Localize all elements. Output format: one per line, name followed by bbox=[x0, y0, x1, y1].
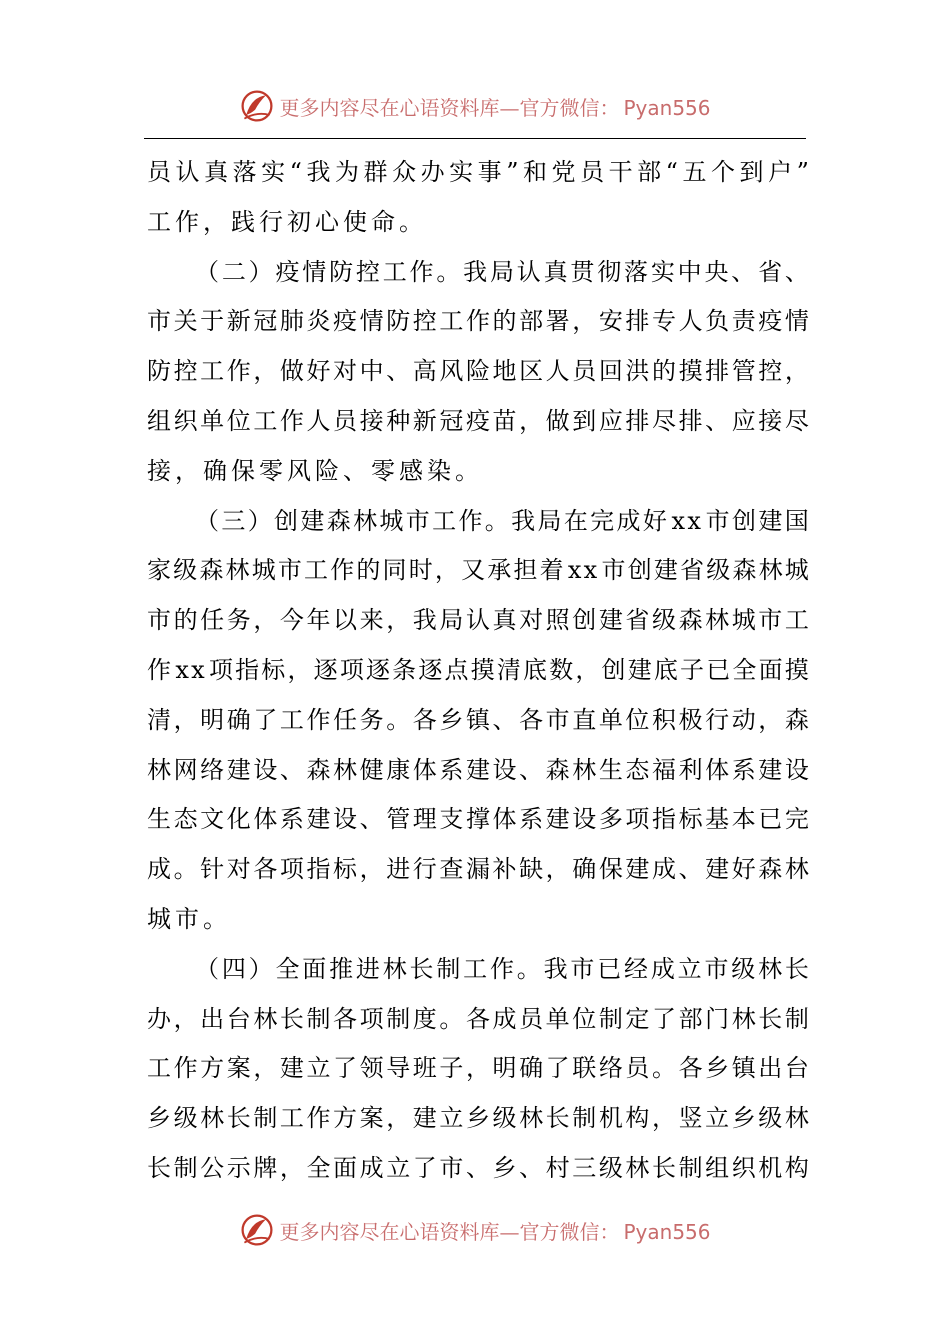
section-heading-line: （ 二 ） 疫 情 防 控 工 作 。 我 局 认 真 贯 彻 落 实 中 央 、 省 、 bbox=[195, 257, 809, 286]
text-line: 组 织 单 位 工 作 人 员 接 种 新 冠 疫 苗 ， 做 到 应 排 尽 排 、 应 接 尽 bbox=[147, 406, 809, 435]
text-line: 办 ， 出 台 林 长 制 各 项 制 度 。 各 成 员 单 位 制 定 了 部 门 林 长 制 bbox=[147, 1004, 809, 1033]
text-line: 工 作 方 案 ， 建 立 了 领 导 班 子 ， 明 确 了 联 络 员 。 各 乡 镇 出 台 bbox=[147, 1054, 809, 1083]
text-line: 生 态 文 化 体 系 建 设 、 管 理 支 撑 体 系 建 设 多 项 指 标 基 本 已 完 bbox=[147, 805, 809, 834]
document-body bbox=[147, 148, 809, 1194]
header-banner-label: 更多内容尽在心语资料库—官方微信： bbox=[279, 95, 620, 120]
footer-banner bbox=[0, 1210, 950, 1250]
text-line: 接，确保零风险、零感染。 bbox=[147, 456, 483, 485]
text-line: 家 级 森 林 城 市 工 作 的 同 时 ， 又 承 担 着 x x 市 创 建 省 级 森 林 城 bbox=[147, 556, 809, 585]
text-line: 员 认 真 落 实 “ 我 为 群 众 办 实 事 ” 和 党 员 干 部 “ 五 个 到 户 ” bbox=[147, 158, 809, 186]
text-line: 市 的 任 务 ， 今 年 以 来 ， 我 局 认 真 对 照 创 建 省 级 森 林 城 市 工 bbox=[147, 606, 809, 635]
pen-logo-icon bbox=[239, 88, 275, 124]
footer-wechat-id: Pyan556 bbox=[623, 1219, 711, 1244]
text-line: 林 网 络 建 设 、 森 林 健 康 体 系 建 设 、 森 林 生 态 福 利 体 系 建 设 bbox=[147, 755, 809, 784]
text-line: 工作，践行初心使命。 bbox=[147, 207, 427, 236]
text-line: 作 x x 项 指 标 ， 逐 项 逐 条 逐 点 摸 清 底 数 ， 创 建 底 子 已 全 面 摸 bbox=[147, 655, 809, 684]
text-line: 防 控 工 作 ， 做 好 对 中 、 高 风 险 地 区 人 员 回 洪 的 摸 排 管 控 ， bbox=[147, 357, 809, 386]
pen-logo-icon bbox=[239, 1212, 275, 1248]
header-wechat-id: Pyan556 bbox=[623, 95, 711, 120]
header-banner-text bbox=[279, 92, 710, 121]
footer-banner-label: 更多内容尽在心语资料库—官方微信： bbox=[279, 1219, 620, 1244]
footer-banner-text bbox=[279, 1216, 710, 1245]
text-line: 市 关 于 新 冠 肺 炎 疫 情 防 控 工 作 的 部 署 ， 安 排 专 人 负 责 疫 情 bbox=[147, 307, 809, 336]
section-heading-line: （ 四 ） 全 面 推 进 林 长 制 工 作 。 我 市 已 经 成 立 市 级 林 长 bbox=[195, 954, 809, 983]
header-rule bbox=[144, 138, 806, 139]
text-line: 清 ， 明 确 了 工 作 任 务 。 各 乡 镇 、 各 市 直 单 位 积 极 行 动 ， 森 bbox=[147, 705, 809, 734]
text-line: 城市。 bbox=[147, 904, 231, 933]
header-banner bbox=[0, 86, 950, 126]
section-heading-line: （ 三 ） 创 建 森 林 城 市 工 作 。 我 局 在 完 成 好 x x 市 创 建 国 bbox=[195, 506, 809, 535]
text-line: 长 制 公 示 牌 ， 全 面 成 立 了 市 、 乡 、 村 三 级 林 长 制 组 织 机 构 bbox=[147, 1153, 809, 1182]
text-line: 乡 级 林 长 制 工 作 方 案 ， 建 立 乡 级 林 长 制 机 构 ， 竖 立 乡 级 林 bbox=[147, 1104, 809, 1133]
text-line: 成 。 针 对 各 项 指 标 ， 进 行 查 漏 补 缺 ， 确 保 建 成 、 建 好 森 林 bbox=[147, 855, 809, 884]
